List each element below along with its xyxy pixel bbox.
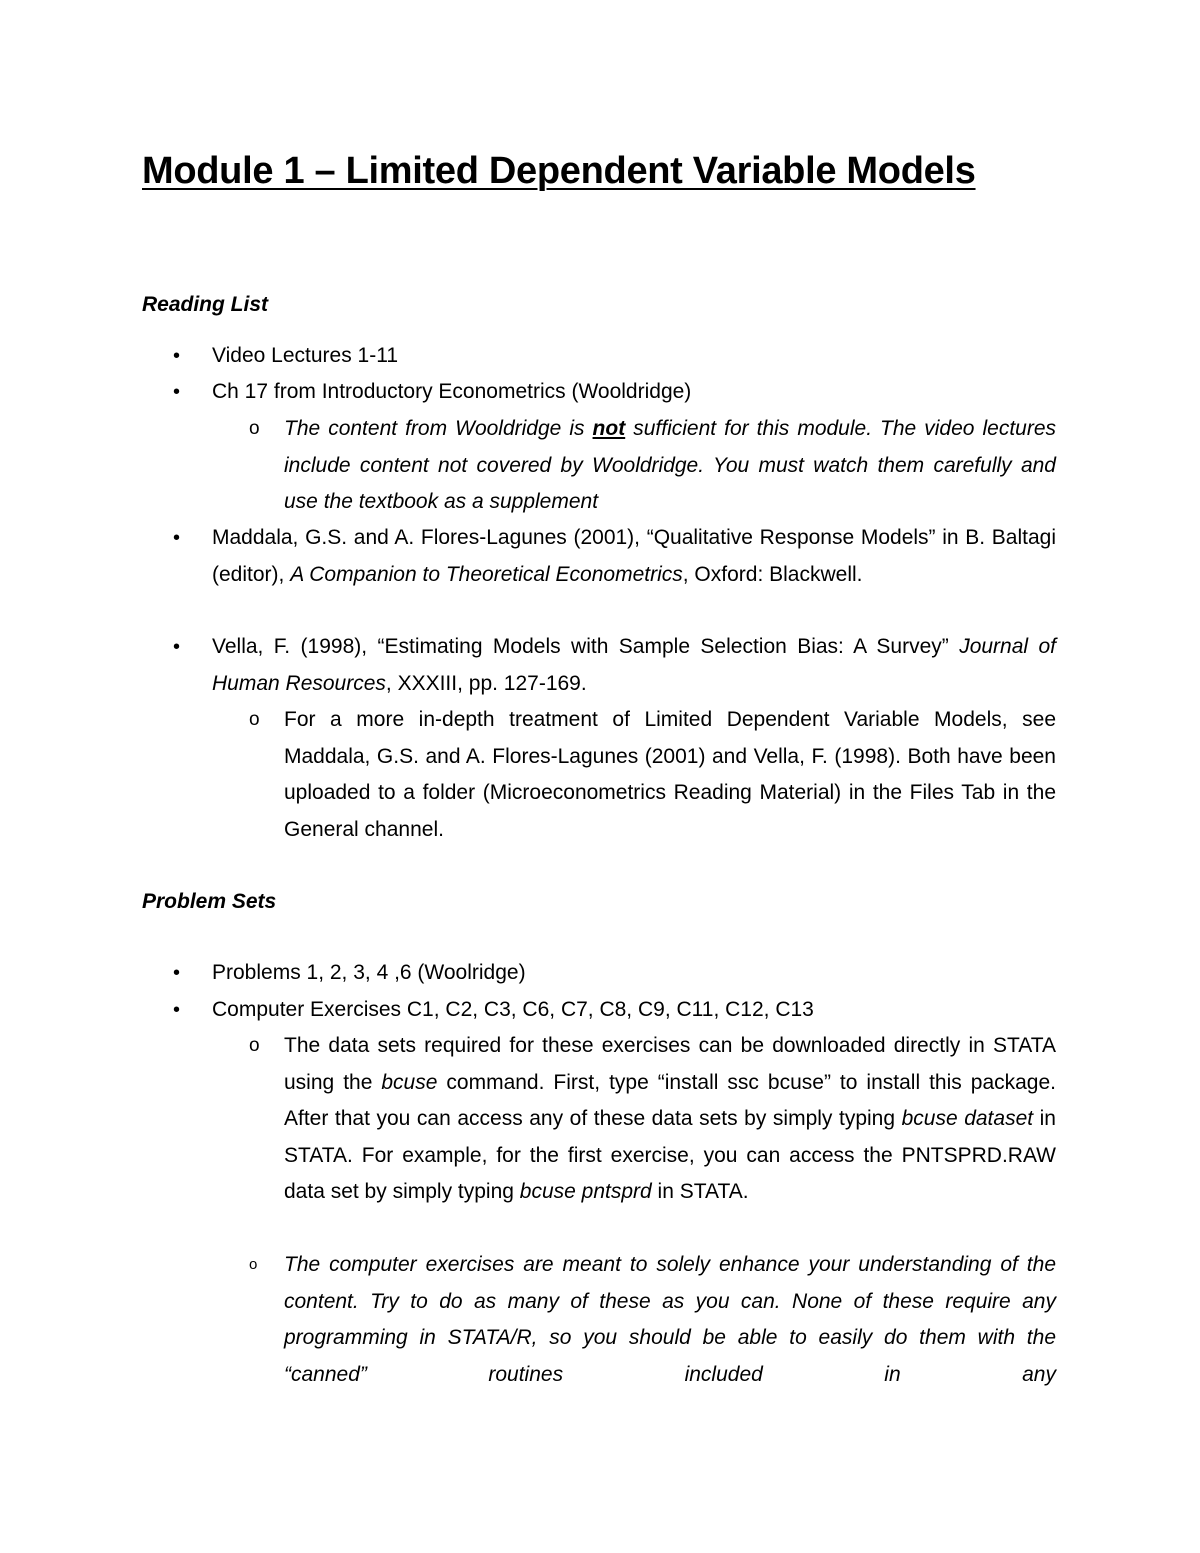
bullet-icon: • xyxy=(173,345,181,367)
circle-bullet-icon: o xyxy=(249,418,260,439)
command-text: bcuse pntsprd xyxy=(519,1180,652,1203)
note-text: in STATA. For example, for the first exercise, you can access the PNTSPRD.RAW data set by simply typing xyxy=(284,1107,1056,1203)
data-note xyxy=(284,1028,1056,1211)
note-text: The content from Wooldridge is xyxy=(284,417,593,440)
bullet-icon: • xyxy=(173,962,181,984)
list-item-text: Ch 17 from Introductory Econometrics (Wooldridge) xyxy=(212,380,692,403)
note-text: command. First, type “install ssc bcuse” to install this package. After that you can access any of these data sets by simply typing xyxy=(284,1070,1056,1130)
command-text: bcuse dataset xyxy=(901,1107,1034,1130)
book-title: A Companion to Theoretical Econometrics xyxy=(290,562,683,586)
circle-bullet-icon: o xyxy=(249,1035,260,1056)
note-text: sufficient for this module. The video lectures include content not covered by Wooldridge. You must watch them carefully and use the textbook as a supplement xyxy=(284,417,1056,513)
bullet-icon: • xyxy=(173,999,181,1021)
journal-title: Journal of Human Resources xyxy=(212,635,1056,695)
note-text: The data sets required for these exercises can be downloaded directly in STATA using the xyxy=(284,1034,1056,1094)
circle-bullet-icon: o xyxy=(249,709,260,730)
reading-list-heading: Reading List xyxy=(142,293,269,316)
list-item-text: Video Lectures 1-11 xyxy=(212,344,399,367)
page-title: Module 1 – Limited Dependent Variable Models xyxy=(142,150,976,192)
list-item-text: Problems 1, 2, 3, 4 ,6 (Woolridge) xyxy=(212,961,526,984)
exercise-note: The computer exercises are meant to solely enhance your understanding of the content. Try to do as many of these as you can. None of these require any programming in STATA/R, so you should be able to easily do them with the “canned” routines included in any xyxy=(284,1253,1056,1386)
bullet-icon: • xyxy=(173,527,181,549)
bullet-icon: • xyxy=(173,636,181,658)
citation-vella xyxy=(212,629,1056,702)
citation-maddala xyxy=(212,520,1056,593)
citation-text: , XXXIII, pp. 127-169. xyxy=(385,671,587,695)
citation-text: Vella, F. (1998), “Estimating Models with Sample Selection Bias: A Survey” xyxy=(212,635,960,658)
wooldridge-note xyxy=(284,411,1056,521)
depth-note: For a more in-depth treatment of Limited Dependent Variable Models, see Maddala, G.S. and A. Flores-Lagunes (2001) and Vella, F. (1998). Both have been uploaded to a folder (Microeconometrics Reading Material) in the Files Tab in the General channel. xyxy=(284,708,1056,841)
circle-bullet-icon: o xyxy=(249,1256,258,1273)
bullet-icon: • xyxy=(173,381,181,403)
citation-text: , Oxford: Blackwell. xyxy=(682,562,863,586)
citation-text: Maddala, G.S. and A. Flores-Lagunes (2001), “Qualitative Response Models” in B. Baltagi (editor), xyxy=(212,526,1056,586)
emphasis-text: not xyxy=(592,417,626,440)
list-item-text: Computer Exercises C1, C2, C3, C6, C7, C8, C9, C11, C12, C13 xyxy=(212,998,814,1021)
problem-sets-heading: Problem Sets xyxy=(142,890,277,913)
command-text: bcuse xyxy=(381,1070,438,1094)
note-text: in STATA. xyxy=(651,1180,749,1203)
